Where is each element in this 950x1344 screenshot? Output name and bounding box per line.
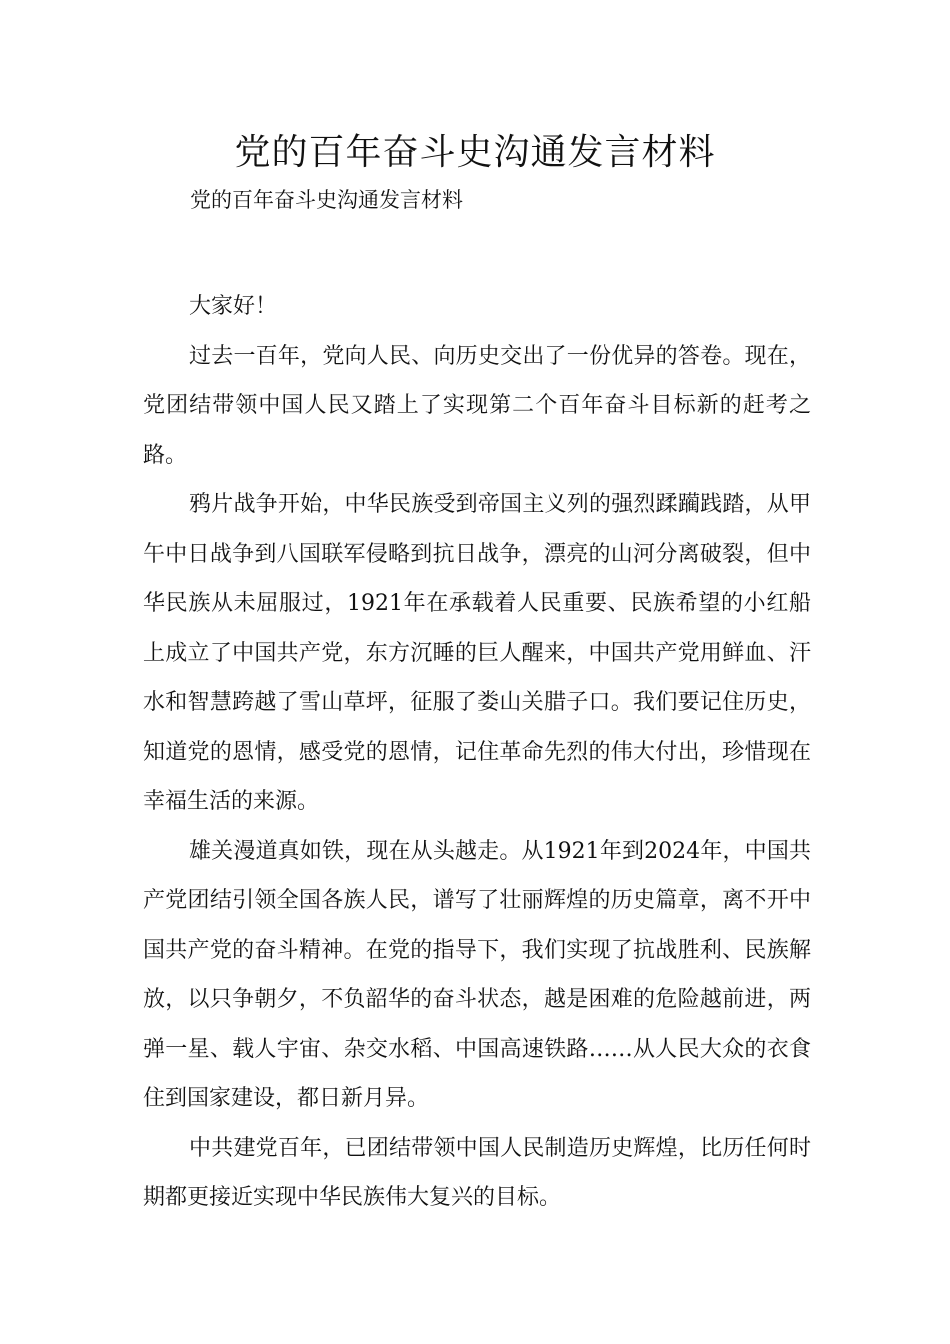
paragraph-greeting: 大家好！	[189, 294, 278, 319]
document-body	[143, 282, 811, 1223]
paragraph-1: 过去一百年，党向人民、向历史交出了一份优异的答卷。现在，党团结带领中国人民又踏上了实现第二个百年奋斗目标新的赶考之路。	[143, 343, 811, 468]
document-subtitle: 党的百年奋斗史沟通发言材料	[190, 188, 463, 212]
paragraph-3: 雄关漫道真如铁，现在从头越走。从1921年到2024年，中国共产党团结引领全国各族人民，谱写了壮丽辉煌的历史篇章，离不开中国共产党的奋斗精神。在党的指导下，我们实现了抗战胜利、民族解放，以只争朝夕，不负韶华的奋斗状态，越是困难的危险越前进，两弹一星、载人宇宙、杂交水稻、中国高速铁路……从人民大众的衣食住到国家建设，都日新月异。	[143, 838, 811, 1111]
document-title: 党的百年奋斗史沟通发言材料	[234, 132, 716, 173]
paragraph-2: 鸦片战争开始，中华民族受到帝国主义列的强烈蹂躏践踏，从甲午中日战争到八国联军侵略到抗日战争，漂亮的山河分离破裂，但中华民族从未屈服过，1921年在承载着人民重要、民族希望的小红船上成立了中国共产党，东方沉睡的巨人醒来，中国共产党用鲜血、汗水和智慧跨越了雪山草坪，征服了娄山关腊子口。我们要记住历史，知道党的恩情，感受党的恩情，记住革命先烈的伟大付出，珍惜现在幸福生活的来源。	[143, 492, 811, 814]
paragraph-4: 中共建党百年，已团结带领中国人民制造历史辉煌，比历任何时期都更接近实现中华民族伟大复兴的目标。	[143, 1135, 811, 1210]
